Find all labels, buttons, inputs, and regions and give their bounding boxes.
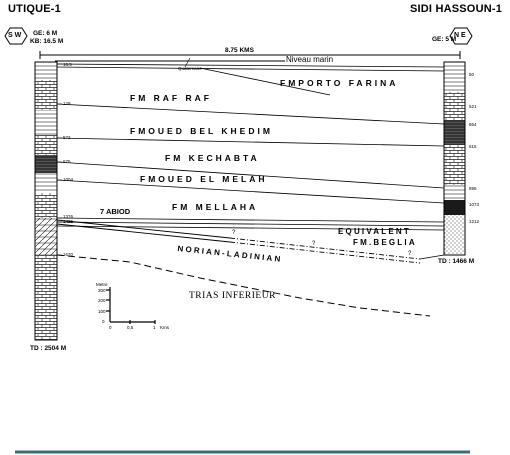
right-depth: 615 [469, 144, 477, 149]
ne-label: N E [454, 32, 466, 39]
scale-tick-v: 100 [98, 309, 106, 314]
scale-tick-h: 0,5 [127, 325, 134, 330]
scale-tick-v: 0 [102, 319, 105, 324]
left-depth: 129 [63, 101, 71, 106]
norian-base-line [57, 255, 430, 316]
distance-label: 8.75 KMS [225, 47, 254, 54]
left-depth: 1670 [63, 252, 74, 257]
sea-level-label: Niveau marin [286, 55, 334, 64]
left-depth: 572 [63, 135, 71, 140]
question-mark: ? [408, 251, 412, 257]
scale-unit-horizontal: Kms [160, 325, 169, 330]
left-well-name: UTIQUE-1 [8, 3, 61, 15]
scale-bar [106, 287, 155, 324]
left-ge: GE: 6 M [33, 30, 58, 37]
right-well-column [444, 62, 465, 255]
formation-porto-farina: FMPORTO FARINA [280, 78, 399, 88]
left-kb: KB: 16.5 M [30, 38, 64, 45]
right-depth: 895 [469, 186, 477, 191]
left-depth: 1004 [63, 177, 74, 182]
right-depth: 521 [469, 104, 477, 109]
scale-tick-h: 1 [153, 325, 156, 330]
formation-abiod: 7 ABIOD [100, 207, 131, 216]
sw-label: S W [8, 32, 22, 39]
formation-kechabta: FM KECHABTA [165, 153, 260, 163]
scale-tick-v: 200 [98, 298, 106, 303]
right-depth: 50 [469, 72, 475, 77]
scale-tick-h: 0 [109, 325, 112, 330]
formation-oued-bel-khedim: FMOUED BEL KHEDIM [130, 126, 273, 136]
left-depth: 1376 [63, 214, 74, 219]
left-depth: 16.5 [63, 62, 72, 67]
formation-raf-raf: FM RAF RAF [130, 93, 212, 103]
quaternary-label: Quaternaire [178, 66, 202, 71]
right-depth: 1073 [469, 202, 480, 207]
left-depth: 675 [63, 159, 71, 164]
formation-beglia: FM.BEGLIA [353, 238, 417, 247]
formation-oued-el-melah: FMOUED EL MELAH [140, 174, 268, 184]
left-depth: 1425 [63, 219, 74, 224]
formation-mellaha: FM MELLAHA [172, 202, 259, 212]
left-total-depth: TD : 2504 M [30, 345, 67, 352]
question-mark: ? [312, 241, 316, 247]
right-well-name: SIDI HASSOUN-1 [410, 3, 503, 15]
formation-equivalent: EQUIVALENT [338, 227, 411, 236]
trias-inferieur-label: TRIAS INFERIEUR [189, 291, 276, 301]
right-total-depth: TD : 1466 M [438, 258, 475, 265]
right-depth: 664 [469, 122, 477, 127]
scale-unit-vertical: Metre [96, 282, 108, 287]
left-well-column [35, 62, 57, 340]
formation-norian-ladinian: NORIAN-LADINIAN [177, 244, 283, 264]
right-ge: GE: 5 M [432, 36, 457, 43]
right-depth: 1212 [469, 219, 480, 224]
scale-tick-v: 300 [98, 288, 106, 293]
question-mark: ? [232, 230, 236, 236]
